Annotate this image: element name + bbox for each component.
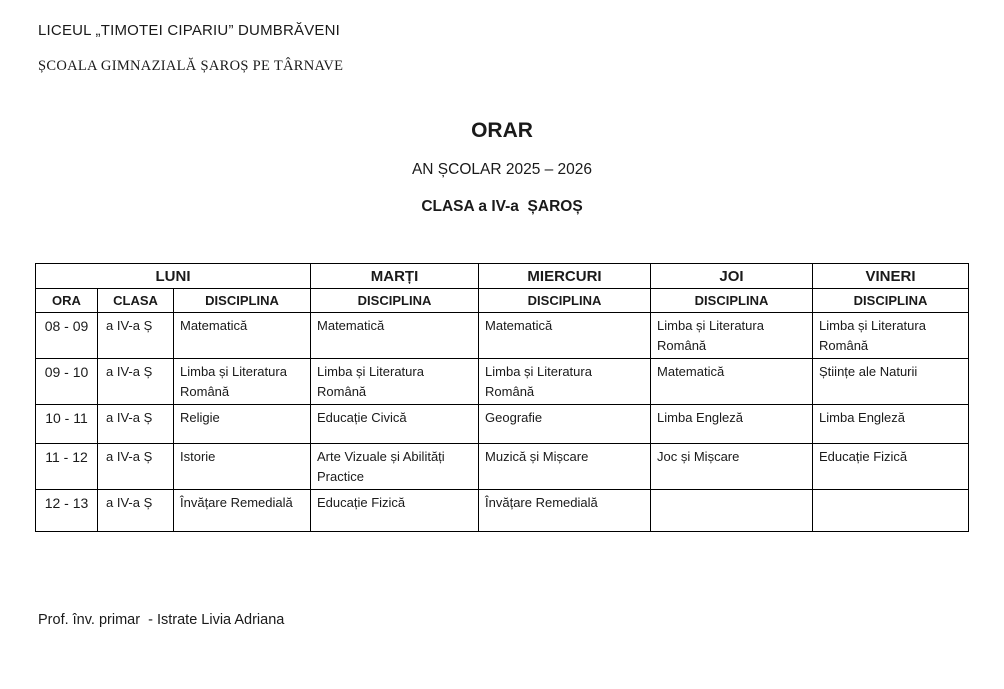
table-row: [36, 313, 969, 359]
subject-cell-miercuri: Învățare Remedială: [479, 490, 651, 532]
table-row: [36, 490, 969, 532]
subject-cell-miercuri: Geografie: [479, 405, 651, 444]
table-row: [36, 405, 969, 444]
column-header-disciplina-vineri: DISCIPLINA: [813, 289, 969, 313]
day-header-joi: JOI: [651, 264, 813, 289]
subject-cell-joi: [651, 490, 813, 532]
column-header-clasa: CLASA: [98, 289, 174, 313]
subject-cell-joi: Limba Engleză: [651, 405, 813, 444]
subject-cell-marti: Limba și Literatura Română: [311, 359, 479, 405]
time-slot: 09 - 10: [36, 359, 98, 405]
subject-cell-joi: Joc și Mișcare: [651, 444, 813, 490]
day-header-miercuri: MIERCURI: [479, 264, 651, 289]
table-row: [36, 359, 969, 405]
subject-cell-luni: Istorie: [174, 444, 311, 490]
subject-cell-vineri: Limba Engleză: [813, 405, 969, 444]
subject-cell-miercuri: Muzică și Mișcare: [479, 444, 651, 490]
school-name-line2: ȘCOALA GIMNAZIALĂ ȘAROȘ PE TÂRNAVE: [38, 58, 344, 74]
school-name-line1: LICEUL „TIMOTEI CIPARIU” DUMBRĂVENI: [38, 22, 341, 39]
class-cell: a IV-a Ș: [98, 313, 174, 359]
subject-cell-marti: Arte Vizuale și Abilități Practice: [311, 444, 479, 490]
teacher-signature: Prof. înv. primar - Istrate Livia Adriana: [38, 612, 285, 628]
subject-cell-luni: Limba și Literatura Română: [174, 359, 311, 405]
table-row: [36, 444, 969, 490]
subject-cell-marti: Educație Civică: [311, 405, 479, 444]
subject-cell-vineri: Științe ale Naturii: [813, 359, 969, 405]
subject-cell-vineri: Educație Fizică: [813, 444, 969, 490]
timetable: [35, 263, 969, 532]
column-header-row: [36, 289, 969, 313]
class-cell: a IV-a Ș: [98, 490, 174, 532]
column-header-disciplina-joi: DISCIPLINA: [651, 289, 813, 313]
subject-cell-joi: Limba și Literatura Română: [651, 313, 813, 359]
column-header-ora: ORA: [36, 289, 98, 313]
class-title: CLASA a IV-a ȘAROȘ: [421, 198, 583, 215]
subject-cell-vineri: Limba și Literatura Română: [813, 313, 969, 359]
day-header-luni: LUNI: [36, 264, 311, 289]
subject-cell-joi: Matematică: [651, 359, 813, 405]
column-header-disciplina-luni: DISCIPLINA: [174, 289, 311, 313]
subject-cell-miercuri: Limba și Literatura Română: [479, 359, 651, 405]
column-header-disciplina-miercuri: DISCIPLINA: [479, 289, 651, 313]
day-header-vineri: VINERI: [813, 264, 969, 289]
subject-cell-vineri: [813, 490, 969, 532]
day-header-marti: MARȚI: [311, 264, 479, 289]
time-slot: 12 - 13: [36, 490, 98, 532]
page-title: ORAR: [471, 119, 533, 142]
time-slot: 08 - 09: [36, 313, 98, 359]
class-cell: a IV-a Ș: [98, 444, 174, 490]
class-cell: a IV-a Ș: [98, 405, 174, 444]
subject-cell-luni: Religie: [174, 405, 311, 444]
school-year-subtitle: AN ȘCOLAR 2025 – 2026: [411, 161, 593, 178]
column-header-disciplina-marti: DISCIPLINA: [311, 289, 479, 313]
day-header-row: [36, 264, 969, 289]
subject-cell-miercuri: Matematică: [479, 313, 651, 359]
class-cell: a IV-a Ș: [98, 359, 174, 405]
time-slot: 10 - 11: [36, 405, 98, 444]
subject-cell-luni: Matematică: [174, 313, 311, 359]
subject-cell-marti: Matematică: [311, 313, 479, 359]
subject-cell-marti: Educație Fizică: [311, 490, 479, 532]
subject-cell-luni: Învățare Remedială: [174, 490, 311, 532]
time-slot: 11 - 12: [36, 444, 98, 490]
